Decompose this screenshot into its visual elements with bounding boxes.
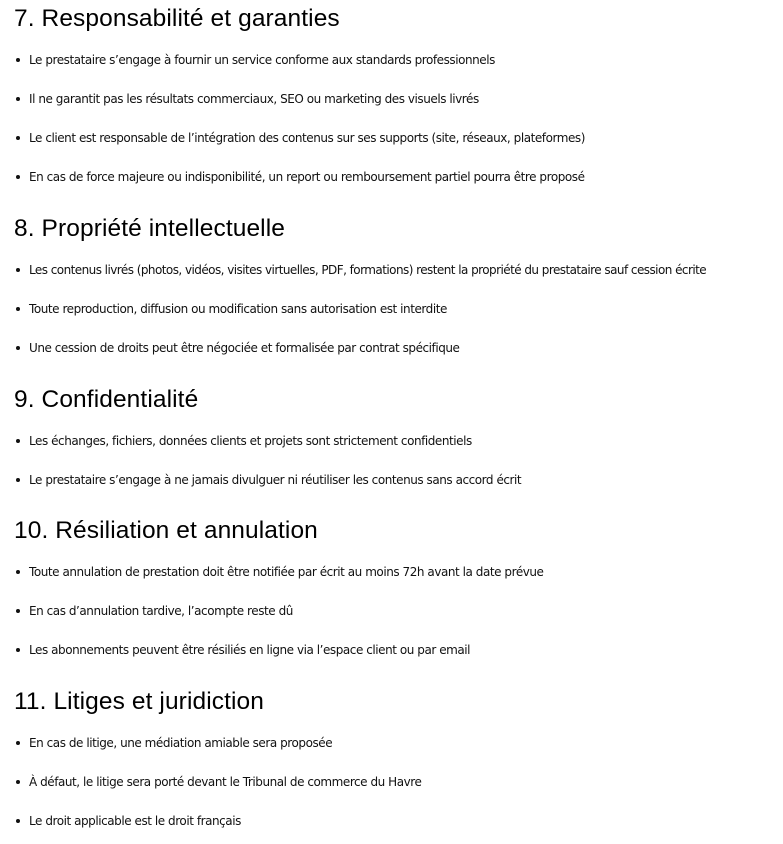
list-item-text: Le prestataire s’engage à fournir un service conforme aux standards professionnels xyxy=(29,53,495,67)
bullet-icon xyxy=(16,97,21,102)
list-item-text: Le droit applicable est le droit français xyxy=(29,814,241,828)
list-item-text: Une cession de droits peut être négociée et formalisée par contrat spécifique xyxy=(29,341,460,355)
bullet-icon xyxy=(16,136,21,141)
section-heading: 10. Résiliation et annulation xyxy=(14,517,318,544)
bullet-icon xyxy=(16,478,21,483)
bullet-icon xyxy=(16,819,21,824)
list-item-text: En cas de force majeure ou indisponibilité, un report ou remboursement partiel pourra être proposé xyxy=(29,170,585,184)
bullet-icon xyxy=(16,439,21,444)
bullet-icon xyxy=(16,741,21,746)
bullet-icon xyxy=(16,570,21,575)
list-item-text: Il ne garantit pas les résultats commerciaux, SEO ou marketing des visuels livrés xyxy=(29,92,479,106)
section-heading: 8. Propriété intellectuelle xyxy=(14,215,285,242)
list-item-text: Le prestataire s’engage à ne jamais divulguer ni réutiliser les contenus sans accord écrit xyxy=(29,473,522,487)
section-heading: 9. Confidentialité xyxy=(14,386,199,413)
list-item-text: Toute reproduction, diffusion ou modification sans autorisation est interdite xyxy=(29,302,447,316)
list-item-text: Les abonnements peuvent être résiliés en ligne via l’espace client ou par email xyxy=(29,643,471,657)
list-item-text: Les contenus livrés (photos, vidéos, visites virtuelles, PDF, formations) restent la propriété du prestataire sauf cession écrite xyxy=(29,263,707,277)
list-item-text: En cas de litige, une médiation amiable sera proposée xyxy=(29,736,333,750)
list-item-text: Le client est responsable de l’intégration des contenus sur ses supports (site, réseaux, plateformes) xyxy=(29,131,585,145)
section-heading: 11. Litiges et juridiction xyxy=(14,688,265,715)
list-item-text: Toute annulation de prestation doit être notifiée par écrit au moins 72h avant la date prévue xyxy=(29,565,544,579)
list-item-text: En cas d’annulation tardive, l’acompte reste dû xyxy=(29,604,293,618)
bullet-icon xyxy=(16,268,21,273)
bullet-icon xyxy=(16,780,21,785)
bullet-icon xyxy=(16,307,21,312)
list-item-text: À défaut, le litige sera porté devant le Tribunal de commerce du Havre xyxy=(29,775,422,789)
bullet-icon xyxy=(16,648,21,653)
section-heading: 7. Responsabilité et garanties xyxy=(14,5,340,32)
list-item-text: Les échanges, fichiers, données clients et projets sont strictement confidentiels xyxy=(29,434,472,448)
bullet-icon xyxy=(16,346,21,351)
bullet-icon xyxy=(16,58,21,63)
bullet-icon xyxy=(16,609,21,614)
bullet-icon xyxy=(16,175,21,180)
